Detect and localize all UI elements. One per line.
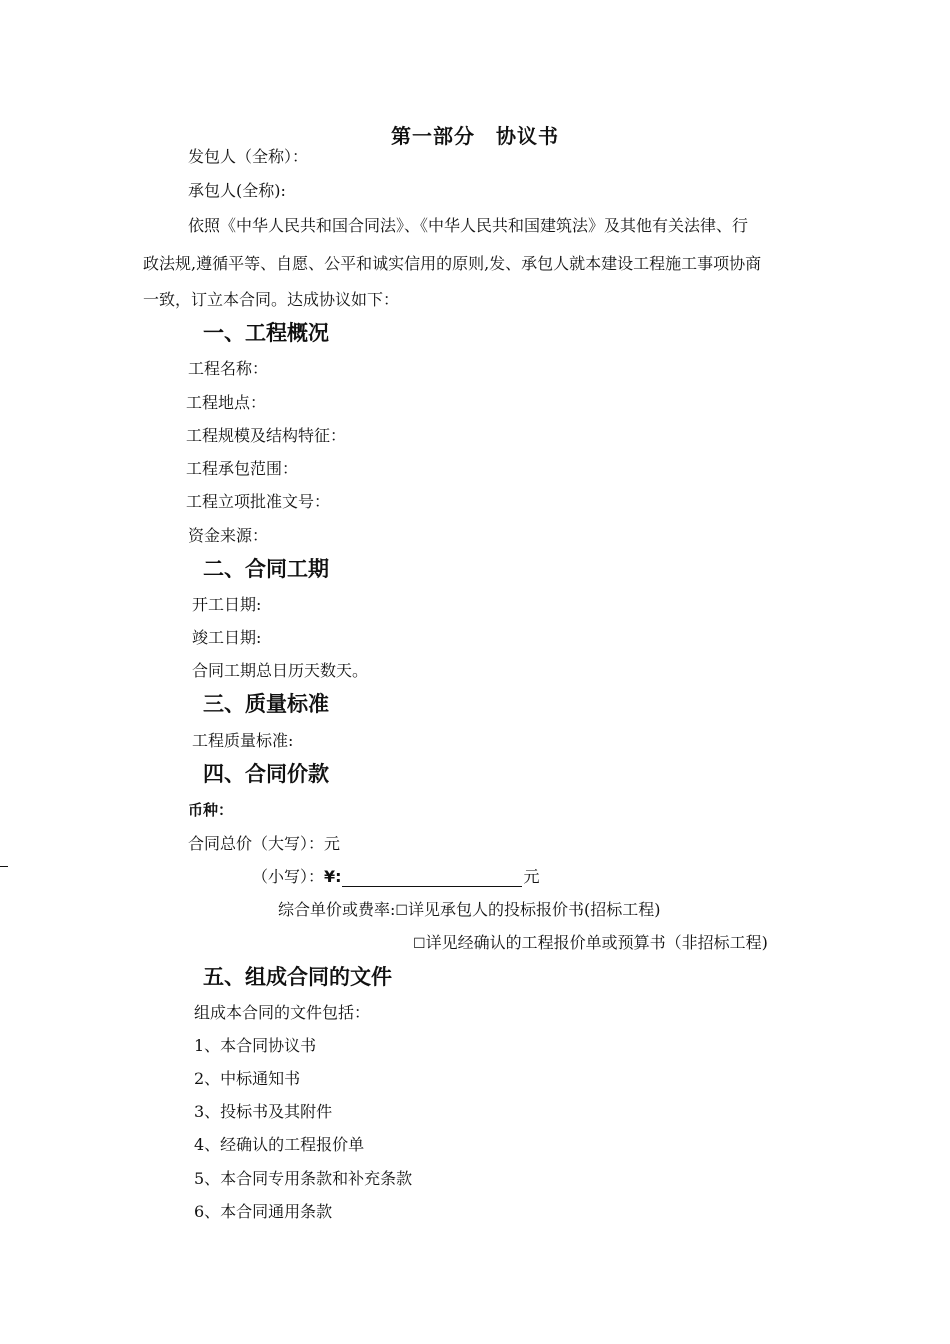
total-days-field: 合同工期总日历天数天。 xyxy=(192,661,369,680)
document-item: 2、中标通知书 xyxy=(194,1069,301,1088)
section-5-heading: 五、组成合同的文件 xyxy=(203,965,392,989)
rate-option-1-label: 详见承包人的投标报价书(招标工程) xyxy=(407,900,661,919)
total-price-lower-field xyxy=(252,867,540,887)
section-3-heading: 三、质量标准 xyxy=(203,692,329,716)
amount-blank-line xyxy=(342,868,522,887)
project-location-field: 工程地点： xyxy=(186,393,267,412)
currency-field: 币种： xyxy=(188,801,234,819)
project-approval-field: 工程立项批准文号： xyxy=(186,492,331,511)
document-item: 1、本合同协议书 xyxy=(194,1036,317,1055)
section-2-heading: 二、合同工期 xyxy=(203,557,329,581)
fund-source-field: 资金来源： xyxy=(188,526,269,545)
section-1-heading: 一、工程概况 xyxy=(203,321,329,345)
rate-option-2-row xyxy=(413,933,768,954)
page-title: 第一部分 协议书 xyxy=(391,124,559,148)
document-item: 3、投标书及其附件 xyxy=(194,1102,333,1121)
rate-label: 综合单价或费率: xyxy=(278,900,396,919)
margin-mark xyxy=(0,866,8,867)
start-date-field: 开工日期: xyxy=(192,595,262,614)
rate-option-2-label: 详见经确认的工程报价单或预算书（非招标工程) xyxy=(425,933,768,952)
employer-field: 发包人（全称）： xyxy=(188,147,309,166)
documents-intro: 组成本合同的文件包括： xyxy=(194,1003,371,1022)
rate-option-2-checkbox[interactable]: ☐ xyxy=(413,936,426,952)
yuan-symbol: ¥: xyxy=(324,867,342,886)
document-item: 6、本合同通用条款 xyxy=(194,1202,333,1221)
completion-date-field: 竣工日期: xyxy=(192,628,262,647)
project-scale-field: 工程规模及结构特征： xyxy=(186,426,347,445)
rate-option-1-row xyxy=(278,900,660,921)
contractor-field: 承包人(全称): xyxy=(188,181,286,200)
document-item: 5、本合同专用条款和补充条款 xyxy=(194,1169,413,1188)
project-scope-field: 工程承包范围： xyxy=(186,459,299,478)
section-4-heading: 四、合同价款 xyxy=(203,762,329,786)
document-item: 4、经确认的工程报价单 xyxy=(194,1135,365,1154)
total-price-lower-label: （小写）： xyxy=(252,867,325,886)
total-price-upper-field: 合同总价（大写）：元 xyxy=(188,834,341,853)
total-price-unit: 元 xyxy=(523,867,540,886)
quality-standard-field: 工程质量标准: xyxy=(192,731,294,750)
intro-paragraph-line-2: 政法规,遵循平等、自愿、公平和诚实信用的原则,发、承包人就本建设工程施工事项协商 xyxy=(143,254,762,273)
intro-paragraph-line-1: 依照《中华人民共和国合同法》、《中华人民共和国建筑法》及其他有关法律、行 xyxy=(188,216,749,235)
intro-paragraph-line-3: 一致，订立本合同。达成协议如下： xyxy=(143,290,400,309)
project-name-field: 工程名称： xyxy=(188,359,269,378)
rate-option-1-checkbox[interactable]: ☐ xyxy=(395,903,408,919)
